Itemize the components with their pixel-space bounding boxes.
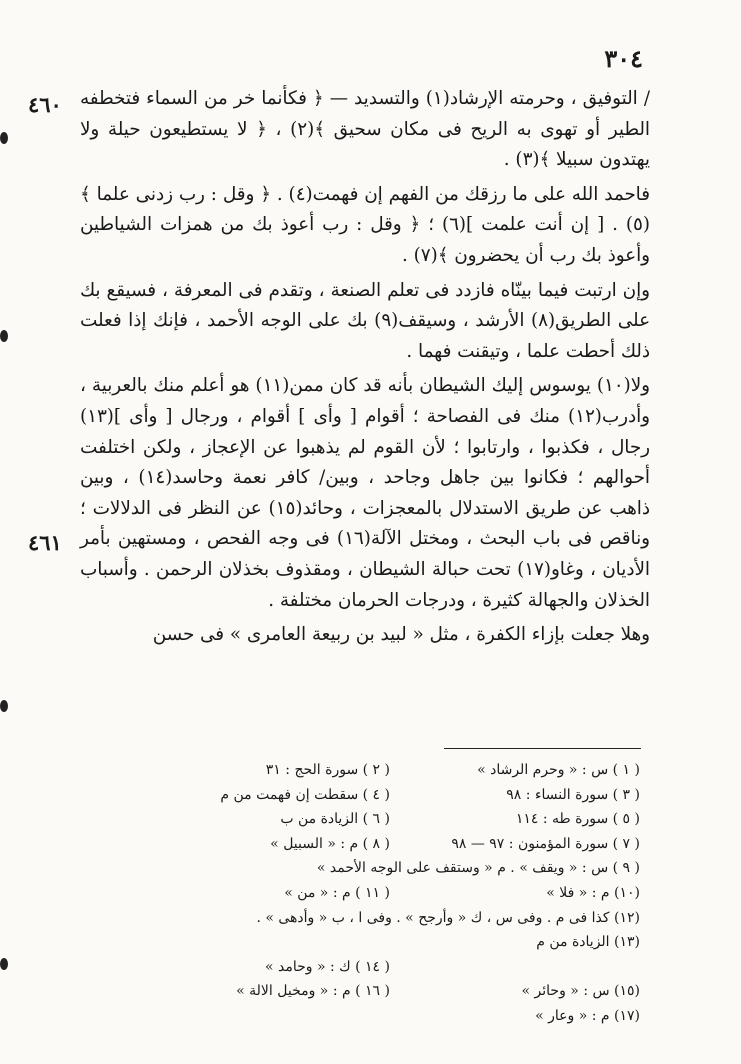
footnote-row (140, 930, 640, 955)
footnote-4: ( ٤ ) سقطت إن فهمت من م (220, 786, 390, 803)
footnote-1: ( ١ ) س : « وحرم الرشاد » (477, 762, 640, 778)
footnote-5: ( ٥ ) سورة طه : ١١٤ (515, 811, 640, 828)
footnote-row (140, 807, 640, 832)
footnote-row (140, 856, 640, 881)
footnote-row (140, 906, 640, 931)
paragraph-4: ولا(١٠) يوسوس إليك الشيطان بأنه قد كان ممن(١١) هو أعلم منك بالعربية ، وأدرب(١٢) منك فى الفصاحة ؛ أقوام [ وأى ] أقوام ، ورجال [ وأى ](١٣) رجال ، فكذبوا ، وارتابوا ؛ لأن القوم لم يذهبوا عن الإعجاز ، ولكن اختلفت أحوالهم ؛ فكانوا بين جاهل وجاحد ، وبين/ كافر نعمة وحاسد(١٤) ، وبين ذاهب عن طريق الاستدلال بالمعجزات ، وحائد(١٥) عن النظر فى الدلالات ؛ وناقص فى باب البحث ، ومختل الآلة(١٦) فى وجه الفحص ، ومستهين بأمر الأديان ، وغاو(١٧) تحت حبالة الشيطان ، ومقذوف بخذلان الرحمن . وأسباب الخذلان والجهالة كثيرة ، ودرجات الحرمان مختلفة . (80, 375, 651, 611)
body-text (80, 84, 650, 655)
footnote-15: (١٥) س : « وحائر » (521, 983, 640, 1000)
binding-hole-middle (0, 330, 8, 342)
footnote-16: ( ١٦ ) م : « ومخيل الالة » (236, 983, 390, 1000)
footnote-row (140, 979, 640, 1004)
page-number: ٣٠٤ (604, 44, 643, 73)
footnote-divider (444, 748, 641, 749)
footnote-13: (١٣) الزيادة من م (536, 934, 640, 951)
footnote-row (140, 881, 640, 906)
paragraph-1: / التوفيق ، وحرمته الإرشاد(١) والتسديد — ﴿ فكأنما خر من السماء فتخطفه الطير أو تهوى به الريح فى مكان سحيق ﴾(٢) ، ﴿ لا يستطيعون حيلة ولا يهتدون سبيلا ﴾(٣) . (80, 88, 651, 171)
footnote-8: ( ٨ ) م : « السبيل » (270, 835, 390, 852)
footnote-9: ( ٩ ) س : « ويقف » . م « وستقف على الوجه الأحمد » (316, 860, 640, 877)
footnote-row (140, 832, 640, 857)
paragraph-3: وإن ارتبت فيما بينّاه فازدد فى تعلم الصنعة ، وتقدم فى المعرفة ، فسيقع بك على الطريق(٨) الأرشد ، وسيقف(٩) بك على الوجه الأحمد ، فإنك إذا فعلت ذلك أحطت علما ، وتيقنت فهما . (80, 279, 650, 362)
footnotes (140, 758, 640, 1029)
footnote-row (140, 783, 640, 808)
footnote-14: ( ١٤ ) ك : « وحامد » (264, 958, 390, 975)
footnote-14-spacer (390, 955, 640, 980)
margin-number-461: ٤٦١ (28, 530, 62, 555)
footnote-row (140, 955, 640, 980)
footnote-row (140, 758, 640, 783)
footnote-row (140, 1004, 640, 1029)
binding-hole-bottom (0, 958, 8, 970)
footnote-12: (١٢) كذا فى م . وفى س ، ك « وأرجح » . وفى ا ، ب « وأدهى » . (256, 909, 640, 926)
binding-hole-lower (0, 700, 8, 712)
footnote-11: ( ١١ ) م : « من » (284, 884, 390, 901)
paragraph-2: فاحمد الله على ما رزقك من الفهم إن فهمت(٤) . ﴿ وقل : رب زدنى علما ﴾(٥) . [ إن أنت علمت ](٦) ؛ ﴿ وقل : رب أعوذ بك من همزات الشياطين وأعوذ بك رب أن يحضرون ﴾(٧) . (80, 183, 650, 266)
footnote-17: (١٧) م : « وعار » (535, 1007, 640, 1024)
footnote-7: ( ٧ ) سورة المؤمنون : ٩٧ — ٩٨ (451, 835, 640, 852)
footnote-3: ( ٣ ) سورة النساء : ٩٨ (506, 786, 640, 803)
binding-hole-top (0, 132, 8, 144)
footnote-2: ( ٢ ) سورة الحج : ٣١ (265, 762, 390, 778)
footnote-6: ( ٦ ) الزيادة من ب (280, 811, 390, 828)
margin-number-460: ٤٦٠ (28, 92, 62, 117)
footnote-10: (١٠) م : « فلا » (546, 884, 640, 901)
paragraph-5: وهلا جعلت بإزاء الكفرة ، مثل « لبيد بن ربيعة العامرى » فى حسن (152, 624, 650, 646)
